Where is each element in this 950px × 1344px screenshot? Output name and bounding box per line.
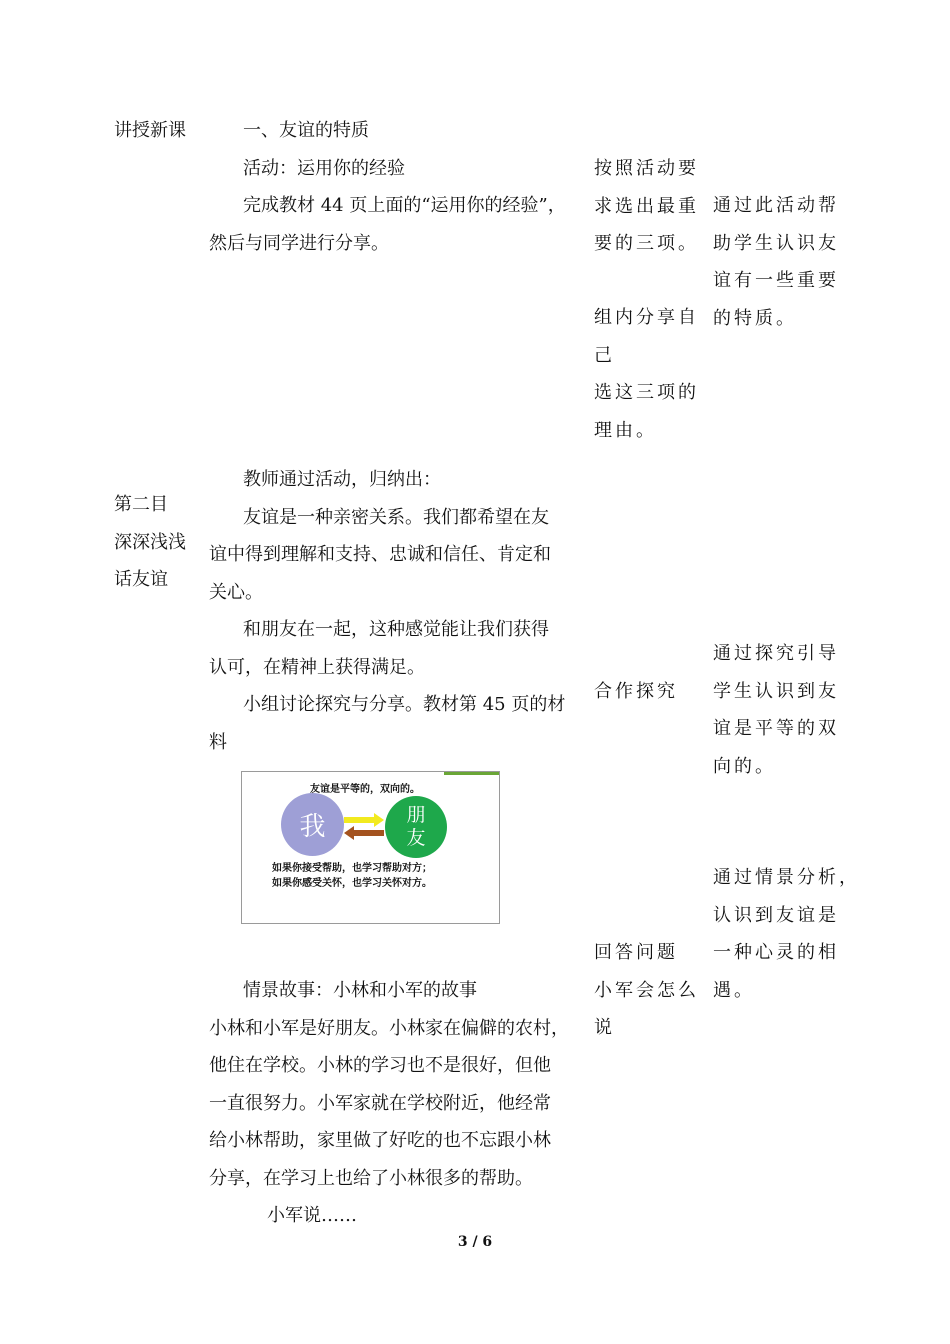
student-activity-line: 己 <box>594 344 615 366</box>
student-activity-line: 说 <box>594 1017 615 1038</box>
design-intent-3 <box>713 859 860 1009</box>
story-title: 情景故事：小林和小军的故事 <box>243 980 477 1001</box>
student-activity-2 <box>594 299 702 449</box>
design-intent-line: 的特质。 <box>713 307 797 329</box>
me-label: 我 <box>299 812 326 842</box>
summary-line: 关心。 <box>209 581 263 603</box>
section-label-line: 第二目 <box>114 494 168 515</box>
section-label-second-part <box>114 486 204 599</box>
story-end: 小军说…… <box>267 1205 357 1226</box>
story-line: 小林和小军是好朋友。小林家在偏僻的农村， <box>209 1017 569 1039</box>
design-intent-line: 认识到友谊是 <box>713 904 839 926</box>
friend-label: 朋 <box>406 804 426 826</box>
student-activity-line: 按照活动要 <box>594 158 699 179</box>
section-label-line: 话友谊 <box>114 569 168 590</box>
heading-friendship-traits: 一、友谊的特质 <box>243 120 369 141</box>
discussion-line: 小组讨论探究与分享。教材第 45 页的材 <box>243 694 566 715</box>
design-intent-line: 通过此活动帮 <box>713 195 839 216</box>
student-activity-3: 合作探究 <box>594 681 678 702</box>
story-line: 一直很努力。小军家就在学校附近，他经常 <box>209 1092 551 1114</box>
caption-line: 如果你感受关怀，也学习关怀对方。 <box>272 878 432 889</box>
design-intent-line: 向的。 <box>713 755 776 777</box>
story-line: 分享，在学习上也给了小林很多的帮助。 <box>209 1167 533 1189</box>
section-label-line: 深深浅浅 <box>114 531 186 553</box>
task-line: 完成教材 44 页上面的“运用你的经验”， <box>243 195 566 216</box>
feeling-line: 认可，在精神上获得满足。 <box>209 656 425 678</box>
task-line: 然后与同学进行分享。 <box>209 232 389 254</box>
design-intent-line: 谊是平等的双 <box>713 718 839 739</box>
student-activity-1 <box>594 150 702 263</box>
design-intent-line: 学生认识到友 <box>713 680 839 702</box>
student-activity-line: 小军会怎么 <box>594 979 699 1001</box>
design-intent-line: 通过探究引导 <box>713 643 839 664</box>
design-intent-2 <box>713 635 853 785</box>
design-intent-line: 助学生认识友 <box>713 232 839 254</box>
me-circle <box>281 793 344 856</box>
discussion-line: 料 <box>209 731 227 753</box>
section-label-new-lesson: 讲授新课 <box>114 120 186 141</box>
friend-circle <box>385 796 447 858</box>
caption-line: 如果你接受帮助，也学习帮助对方； <box>272 863 432 874</box>
summary-line: 谊中得到理解和支持、忠诚和信任、肯定和 <box>209 544 551 565</box>
figure-title: 友谊是平等的，双向的。 <box>310 784 420 795</box>
design-intent-line: 遇。 <box>713 979 755 1001</box>
content-block-story <box>209 972 584 1235</box>
design-intent-line: 一种心灵的相 <box>713 942 839 963</box>
design-intent-line: 谊有一些重要 <box>713 270 839 291</box>
summary-intro: 教师通过活动，归纳出： <box>243 469 441 490</box>
story-line: 他住在学校。小林的学习也不是很好，但他 <box>209 1055 551 1076</box>
figure-caption <box>272 861 432 891</box>
student-activity-line: 选这三项的 <box>594 382 699 403</box>
friendship-equality-figure <box>241 771 500 924</box>
page-number: 3 / 6 <box>457 1234 493 1250</box>
student-activity-line: 组内分享自 <box>594 307 699 328</box>
story-line: 给小林帮助，家里做了好吃的也不忘跟小林 <box>209 1130 551 1151</box>
student-activity-line: 求选出最重 <box>594 195 699 217</box>
student-activity-line: 回答问题 <box>594 942 678 963</box>
activity-title: 活动：运用你的经验 <box>243 157 405 179</box>
content-block-intro <box>209 112 584 262</box>
student-activity-4 <box>594 934 702 1047</box>
figure-corner-bar <box>444 772 499 775</box>
design-intent-1 <box>713 187 853 337</box>
back-arrow-icon <box>344 826 384 840</box>
design-intent-line: 通过情景分析， <box>713 867 860 888</box>
student-activity-line: 理由。 <box>594 419 657 441</box>
content-block-summary <box>209 461 584 761</box>
summary-line: 友谊是一种亲密关系。我们都希望在友 <box>243 506 549 528</box>
friend-label: 友 <box>406 827 426 849</box>
forward-arrow-icon <box>344 813 384 827</box>
student-activity-line: 要的三项。 <box>594 233 699 254</box>
double-arrow-icon <box>342 812 386 840</box>
feeling-line: 和朋友在一起，这种感觉能让我们获得 <box>243 619 549 640</box>
